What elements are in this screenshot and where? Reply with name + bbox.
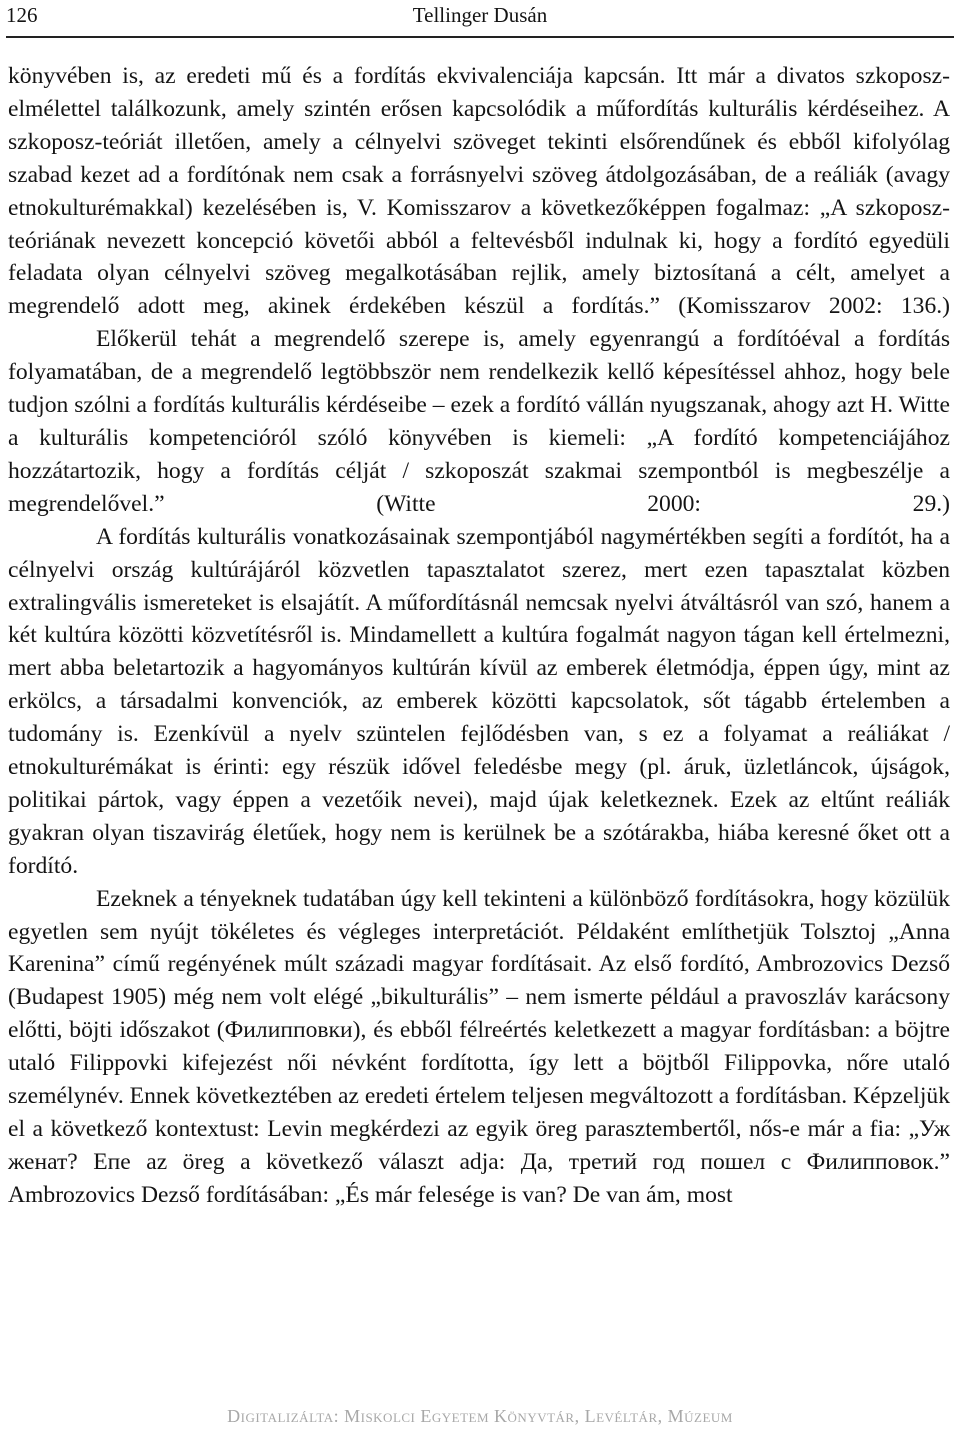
- body-text: [8, 60, 950, 1212]
- paragraph-4: Ezeknek a tényeknek tudatában úgy kell tekinteni a különböző fordításokra, hogy közülük egyetlen sem nyújt tökéletes és végleges interpretációt. Példaként említhetjük Tolsztoj „Anna Karenina” című regényének múlt századi magyar fordításait. Az első fordító, Ambrozovics Dezső (Budapest 1905) még nem volt elégé „bikulturális” – nem ismerte például a pravoszláv karácsony előtti, böjti időszakot (Филипповки), és ebből félreértés keletkezett a magyar fordításban: a böjtre utaló Filippovki kifejezést női névként fordította, így lett a böjtből Filippovka, nőre utaló személynév. Ennek következtében az eredeti értelem teljesen megváltozott a fordításban. Képzeljük el a következő kontextust: Levin megkérdezi az egyik öreg parasztembertől, nős-e már a fia: „Уж женат? Eпе az öreg a következő választ adja: Да, третий год пошел с Филипповок.” Ambrozovics Dezső fordításában: „És már felesége is van? De van ám, most: [8, 885, 950, 1208]
- page-header: [0, 0, 960, 34]
- digitization-watermark: Digitalizálta: Miskolci Egyetem Könyvtár, Levéltár, Múzeum: [227, 1406, 733, 1426]
- paragraph-2: Előkerül tehát a megrendelő szerepe is, amely egyenrangú a fordítóéval a fordítás folyamatában, de a megrendelő legtöbbször nem rendelkezik kellő képesítéssel ahhoz, hogy bele tudjon szólni a fordítás kulturális kérdéseibe – ezek a fordító vállán nyugszanak, ahogy azt H. Witte a kulturális kompetencióról szóló könyvében is kiemeli: „A fordító kompetenciájához hozzátartozik, hogy a fordítás célját / szkoposzát szakmai szempontból is megbeszélje a megrendelővel.” (Witte 2000: 29.): [8, 326, 950, 517]
- running-head: Tellinger Dusán: [412, 3, 548, 27]
- paragraph-1: könyvében is, az eredeti mű és a fordítás ekvivalenciája kapcsán. Itt már a divatos szkoposz-elmélettel találkozunk, amely szintén erősen kapcsolódik a műfordítás kulturális kérdéseihez. A szkoposz-teóriát illetően, amely a célnyelvi szöveget tekinti elsőrendűnek és ebből kifolyólag szabad kezet ad a fordítónak nem csak a forrásnyelvi szöveg átdolgozásában, de a reáliák (avagy etnokulturémakkal) kezelésében is, V. Komisszarov a következőképpen fogalmaz: „A szkoposz-teóriának nevezett koncepció követői abból a feltevésből indulnak ki, hogy a fordító egyedüli feladata olyan célnyelvi szöveg megalkotásában rejlik, amely biztosítaná a célt, amelyet a megrendelő adott meg, akinek érdekében készül a fordítás.” (Komisszarov 2002: 136.): [8, 63, 950, 320]
- page-number: 126: [6, 3, 38, 27]
- paragraph-3: A fordítás kulturális vonatkozásainak szempontjából nagymértékben segíti a fordítót, ha a célnyelvi ország kultúrájáról közvetlen tapasztalatot szerez, mert ezen tapasztalat közben extralingvális ismereteket is elsajátít. A műfordításnál nemcsak nyelvi átváltásról van szó, hanem a két kultúra közötti közvetítésről is. Mindamellett a kultúra fogalmát nagyon tágan kell értelmezni, mert abba beletartozik a hagyományos kultúrán kívül az emberek életmódja, éppen úgy, mint az erkölcs, a társadalmi konvenciók, az emberek közötti kapcsolatok, sőt tágabb értelemben a tudomány is. Ezenkívül a nyelv szüntelen fejlődésben van, s ez a folyamat a reáliákat / etnokulturémákat is érinti: egy részük idővel feledésbe megy (pl. áruk, üzletláncok, újságok, politikai pártok, vagy éppen a vezetőik nevei), majd újak keletkeznek. Ezek az eltűnt reáliák gyakran olyan tiszavirág életűek, hogy nem is kerülnek be a szótárakba, hiába keresné őket ott a fordító.: [8, 523, 950, 879]
- header-rule: [6, 36, 954, 38]
